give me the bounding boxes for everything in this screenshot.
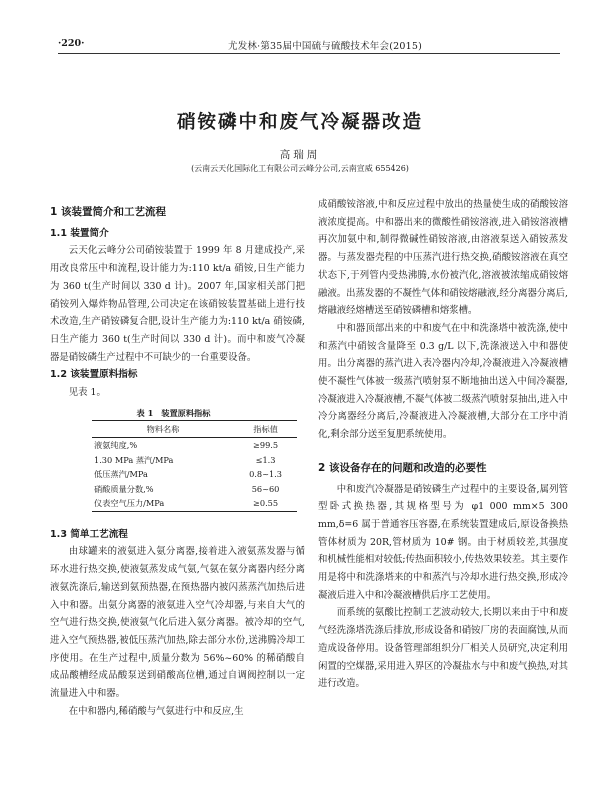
left-column [50,196,305,720]
section-1-1-heading: 1.1 装置简介 [50,227,109,239]
section-1-2-heading: 1.2 该装置原料指标 [50,369,138,381]
table-header-row [92,420,297,438]
table-cell: ≥0.55 [234,496,297,511]
section-2-paragraph-2: 而系统的氨酸比控制工艺波动较大,长期以来由于中和废气经洗涤塔洗涤后排放,形成设备和硝铵厂房的表面腐蚀,从而造成设备停用。设备管理部组织分厂相关人员研究,决定利用闲置的空煤器,采用进入界区的冷凝盐水与中和废气换热,对其进行改造。 [318,607,568,690]
table-cell: 硝酸质量分数,% [94,483,154,494]
table-1 [50,406,305,512]
table-header-cell: 物料名称 [92,420,234,438]
table-cell: 1.30 MPa 蒸汽/MPa [94,454,174,465]
table-cell: 液氨纯度,% [94,440,138,451]
affiliation: (云南云天化国际化工有限公司云峰分公司,云南宣威 655426) [191,164,409,173]
section-2-paragraph-1: 中和废汽冷凝器是硝铵磷生产过程中的主要设备,属列管型卧式换热器,其规格型号为 φ1 000 mm×5 300 mm,δ=6 属于普通容压容器,在系统装置建成后,原设备换热管体材质为 20R,管材质为 10# 钢。由于材质较差,其强度和机械性能相对较低;传热面积较小,传热效果较差。其主要作用是将中和洗涤塔来的中和蒸汽与冷却水进行热交换,形成冷凝液后进入中和冷凝液槽供后序工艺使用。 [318,483,568,601]
process-paragraph-continued: 成硝酸铵溶液,中和反应过程中放出的热量使生成的硝酸铵溶液浓度提高。中和器出来的微酸性硝铵溶液,进入硝铵溶液槽再次加氨中和,制得微碱性硝铵溶液,由溶液泵送入硝铵蒸发器。与蒸发器壳程的中压蒸汽进行热交换,硝酸铵溶液在真空状态下,于列管内受热沸腾,水份被汽化,溶液被浓缩成硝铵熔融液。出蒸发器的不凝性气体和硝铵熔融液,经分离器分离后,熔融液经熔槽送至硝铵磷槽和熔浆槽。 [318,199,568,317]
table-row [92,496,297,511]
table-cell: ≥99.5 [253,440,279,451]
table-caption [50,406,305,420]
table-cell: 低压蒸汽/MPa [94,469,148,480]
section-1-heading: 1 该装置简介和工艺流程 [50,206,166,218]
article-title: 硝铵磷中和废气冷凝器改造 [176,112,423,133]
table-caption-number: 表 1 [136,407,154,418]
author: 高瑞周 [279,149,321,161]
table-row [92,453,297,468]
journal-title: 尤发林·第35届中国硫与硫酸技术年会(2015) [228,41,422,52]
table-header-cell: 指标值 [234,420,297,438]
table-row [92,482,297,497]
page-number: ·220· [58,38,85,49]
section-2-heading: 2 该设备存在的问题和改造的必要性 [318,461,487,474]
table-caption-text: 装置原料指标 [161,407,211,418]
table-cell: ≤1.3 [255,454,276,465]
section-1-3-paragraph: 由球罐来的液氨进入氨分离器,接着进入液氨蒸发器与循环水进行热交换,使液氨蒸发成气氨,气氨在氨分离器内经分离液氨洗涤后,输送到氨预热器,在预热器内被闪蒸蒸汽加热后进入中和器。出氨分离器的液氨进入空气冷却器,与来自大气的空气进行热交换,使液氨气化后进入氨分离器。被冷却的空气,进入空气预热器,被低压蒸汽加热,除去部分水份,送沸腾冷却工序使用。在生产过程中,质量分数为 56%~60% 的稀硝酸自成品酸槽经成品酸泵送到硝酸高位槽,通过自调阀控制以一定流量进入中和器。 [50,546,305,700]
table-cell: 仪表空气压力/MPa [92,496,234,511]
process-paragraph-2: 中和器顶部出来的中和废气在中和洗涤塔中被洗涤,使中和蒸汽中硝铵含量降至 0.3 g/L 以下,洗涤液送入中和器使用。出分离器的蒸汽进入表冷器内冷却,冷凝液进入冷凝液槽使不凝性气体被一级蒸汽喷射泵不断地抽出送入中间冷凝器,冷凝液进入冷凝液槽,不凝气体被二级蒸汽喷射泵抽出,进入中冷分离器经分离后,冷凝液进入冷凝液槽,大部分在工序中消化,剩余部分送至复肥系统使用。 [318,322,568,441]
parameters-table [92,420,297,512]
section-1-3-paragraph-continued: 在中和器内,稀硝酸与气氨进行中和反应,生 [68,705,244,717]
section-1-3-heading: 1.3 简单工艺流程 [50,528,128,540]
section-1-2-paragraph: 见表 1。 [68,387,106,399]
table-row [92,467,297,482]
right-column [318,196,568,693]
table-row [92,438,297,453]
table-cell: 0.8~1.3 [249,469,282,480]
running-header [58,36,560,54]
section-1-1-paragraph: 云天化云峰分公司硝铵装置于 1999 年 8 月建成投产,采用改良常压中和流程,设计能力为:110 kt/a 硝铵,日生产能力为 360 t(生产时间以 330 d 计)。2007 年,国家相关部门把硝铵列入爆炸物品管理,公司决定在该硝铵装置基础上进行技术改造,生产硝铵磷复合肥,设计生产能力为:110 kt/a 硝铵磷,日生产能力 360 t(生产时间以 330 d 计)。而中和废气冷凝器是硝铵磷生产过程中不可缺少的一台重要设备。 [50,245,305,363]
table-cell: 56~60 [251,483,280,494]
